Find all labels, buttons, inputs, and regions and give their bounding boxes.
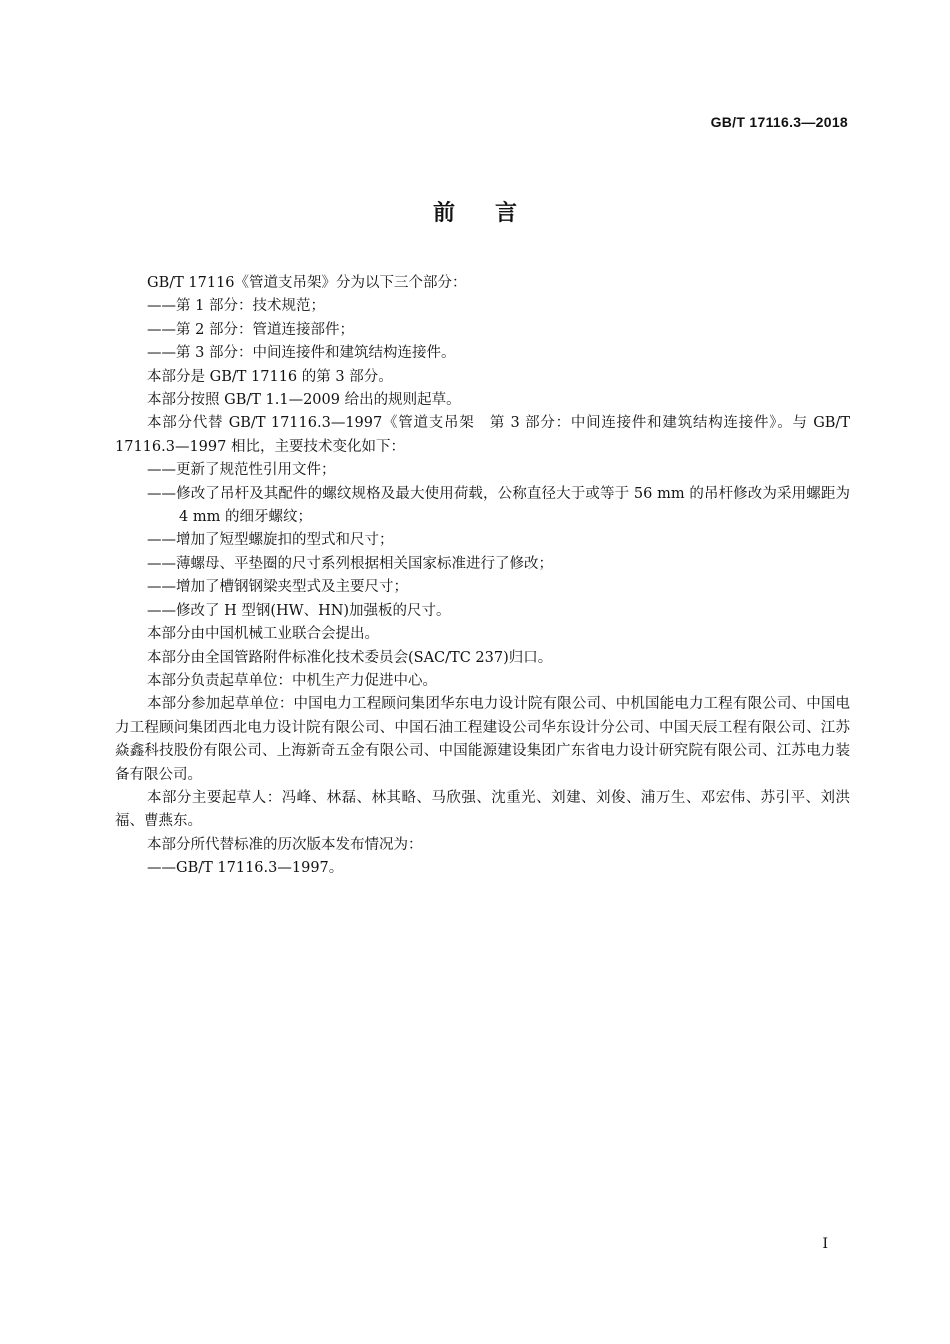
page-title: 前言 — [432, 201, 557, 226]
paragraph: 本部分是 GB/T 17116 的第 3 部分。 — [147, 368, 393, 385]
list-item: ——第 3 部分：中间连接件和建筑结构连接件。 — [147, 345, 456, 362]
paragraph: GB/T 17116《管道支吊架》分为以下三个部分： — [147, 275, 467, 291]
list-item: ——第 2 部分：管道连接部件； — [147, 321, 354, 338]
paragraph: 本部分主要起草人：冯峰、林磊、林其略、马欣强、沈重光、刘建、刘俊、浦万生、邓宏伟、苏引平、刘洪福、曹燕东。 — [115, 789, 850, 830]
list-item: ——GB/T 17116.3—1997。 — [147, 860, 344, 877]
list-item: ——第 1 部分：技术规范； — [147, 298, 325, 315]
paragraph: 本部分负责起草单位：中机生产力促进中心。 — [147, 672, 437, 689]
standard-code: GB/T 17116.3—2018 — [710, 114, 848, 130]
paragraph: 本部分由中国机械工业联合会提出。 — [147, 626, 379, 643]
paragraph: 本部分代替 GB/T 17116.3—1997《管道支吊架 第 3 部分：中间连接件和建筑结构连接件》。与 GB/T 17116.3—1997 相比，主要技术变化如下： — [115, 415, 850, 455]
list-item: ——薄螺母、平垫圈的尺寸系列根据相关国家标准进行了修改； — [147, 555, 553, 572]
list-item: ——增加了槽钢钢梁夹型式及主要尺寸； — [147, 579, 408, 596]
page-number: I — [822, 1236, 828, 1252]
paragraph: 本部分参加起草单位：中国电力工程顾问集团华东电力设计院有限公司、中机国能电力工程有限公司、中国电力工程顾问集团西北电力设计院有限公司、中国石油工程建设公司华东设计分公司、中国天辰工程有限公司、江苏焱鑫科技股份有限公司、上海新奇五金有限公司、中国能源建设集团广东省电力设计研究院有限公司、江苏电力装备有限公司。 — [115, 696, 850, 783]
list-item: ——修改了吊杆及其配件的螺纹规格及最大使用荷载，公称直径大于或等于 56 mm 的吊杆修改为采用螺距为 4 mm 的细牙螺纹； — [147, 485, 850, 526]
list-item: ——修改了 H 型钢(HW、HN)加强板的尺寸。 — [147, 602, 451, 619]
paragraph: 本部分由全国管路附件标准化技术委员会(SAC/TC 237)归口。 — [147, 649, 553, 666]
paragraph: 本部分按照 GB/T 1.1—2009 给出的规则起草。 — [147, 392, 461, 409]
list-item: ——增加了短型螺旋扣的型式和尺寸； — [147, 532, 394, 549]
list-item: ——更新了规范性引用文件； — [147, 462, 336, 479]
document-body — [115, 272, 850, 881]
paragraph: 本部分所代替标准的历次版本发布情况为： — [147, 836, 423, 853]
